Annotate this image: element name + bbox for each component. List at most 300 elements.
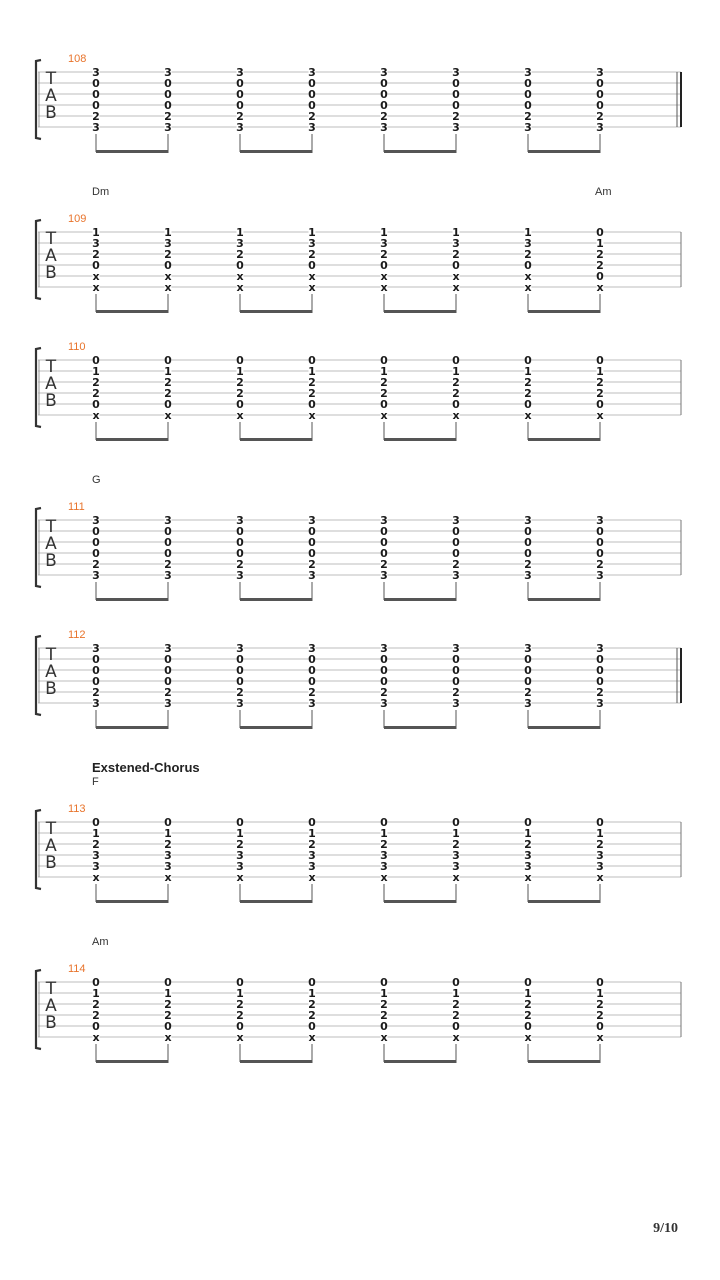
fret-number: 0 [308,547,316,560]
fret-number: 2 [92,376,100,389]
fret-number: 0 [236,398,244,411]
fret-number: 3 [380,569,388,582]
muted-string: x [92,1031,100,1044]
fret-number: 0 [92,976,100,989]
fret-number: 3 [596,860,604,873]
fret-number: 3 [524,121,532,134]
fret-number: 2 [164,1009,172,1022]
muted-string: x [164,270,172,283]
note-beam [96,598,169,601]
fret-number: 0 [596,664,604,677]
muted-string: x [308,270,316,283]
measure-number: 111 [68,501,85,513]
fret-number: 2 [164,110,172,123]
fret-number: 0 [452,99,460,112]
tab-clef-letter: T [45,229,57,249]
page-number: 9/10 [653,1221,678,1236]
note-beam [240,726,313,729]
fret-number: 2 [596,248,604,261]
fret-number: 3 [92,237,100,250]
muted-string: x [596,871,604,884]
fret-number: 0 [380,653,388,666]
fret-number: 0 [452,675,460,688]
fret-number: 0 [164,259,172,272]
note-beam [528,438,601,441]
fret-number: 0 [236,88,244,101]
fret-number: 2 [380,1009,388,1022]
fret-number: 2 [308,998,316,1011]
fret-number: 1 [452,987,460,1000]
fret-number: 1 [164,987,172,1000]
fret-number: 0 [236,547,244,560]
fret-number: 2 [596,110,604,123]
section-heading: Exstened-Chorus [92,760,200,775]
tab-clef-letter: A [45,996,57,1016]
fret-number: 2 [524,558,532,571]
fret-number: 3 [92,860,100,873]
fret-number: 3 [236,514,244,527]
fret-number: 2 [452,558,460,571]
fret-number: 3 [524,514,532,527]
fret-number: 3 [92,697,100,710]
fret-number: 3 [452,849,460,862]
fret-number: 2 [452,248,460,261]
fret-number: 2 [236,998,244,1011]
fret-number: 0 [524,77,532,90]
fret-number: 0 [452,536,460,549]
fret-number: 0 [164,675,172,688]
fret-number: 0 [236,664,244,677]
fret-number: 3 [596,697,604,710]
muted-string: x [236,1031,244,1044]
fret-number: 0 [452,547,460,560]
fret-number: 2 [308,110,316,123]
fret-number: 1 [308,226,316,239]
fret-number: 3 [452,860,460,873]
measure-number: 109 [68,213,87,225]
measure-number: 113 [68,803,86,815]
fret-number: 0 [452,259,460,272]
fret-number: 0 [380,398,388,411]
fret-number: 2 [92,838,100,851]
fret-number: 0 [164,77,172,90]
fret-number: 2 [308,838,316,851]
tab-system [36,341,681,441]
fret-number: 3 [596,121,604,134]
fret-number: 2 [92,1009,100,1022]
fret-number: 3 [596,514,604,527]
note-beam [240,900,313,903]
fret-number: 2 [92,998,100,1011]
fret-number: 3 [164,237,172,250]
fret-number: 0 [308,536,316,549]
fret-number: 1 [164,226,172,239]
fret-number: 3 [236,697,244,710]
fret-number: 0 [236,675,244,688]
fret-number: 2 [236,558,244,571]
note-beam [384,1060,457,1063]
tab-clef-letter: B [45,551,57,571]
fret-number: 0 [92,547,100,560]
tab-clef-letter: T [45,69,57,89]
fret-number: 3 [308,642,316,655]
note-beam [384,150,457,153]
muted-string: x [308,281,316,294]
fret-number: 1 [596,827,604,840]
muted-string: x [524,281,532,294]
muted-string: x [236,409,244,422]
fret-number: 0 [164,354,172,367]
tab-system [36,474,681,601]
fret-number: 3 [380,514,388,527]
note-beam [528,310,601,313]
fret-number: 3 [308,697,316,710]
fret-number: 0 [524,653,532,666]
fret-number: 0 [92,77,100,90]
muted-string: x [236,871,244,884]
fret-number: 0 [308,816,316,829]
fret-number: 0 [596,547,604,560]
fret-number: 3 [92,569,100,582]
muted-string: x [164,409,172,422]
fret-number: 3 [452,237,460,250]
fret-number: 2 [524,376,532,389]
tab-system [36,629,681,729]
fret-number: 0 [380,976,388,989]
note-beam [96,900,169,903]
muted-string: x [380,270,388,283]
fret-number: 2 [596,558,604,571]
fret-number: 1 [236,365,244,378]
fret-number: 2 [380,686,388,699]
fret-number: 0 [524,259,532,272]
fret-number: 0 [92,88,100,101]
muted-string: x [596,409,604,422]
fret-number: 0 [524,547,532,560]
fret-number: 3 [380,121,388,134]
fret-number: 0 [380,525,388,538]
fret-number: 0 [380,664,388,677]
fret-number: 1 [92,365,100,378]
fret-number: 0 [380,88,388,101]
fret-number: 3 [308,66,316,79]
fret-number: 0 [524,525,532,538]
fret-number: 0 [164,536,172,549]
fret-number: 1 [236,827,244,840]
muted-string: x [524,270,532,283]
fret-number: 2 [92,686,100,699]
muted-string: x [596,281,604,294]
tab-clef-letter: T [45,357,57,377]
note-beam [96,150,169,153]
fret-number: 0 [308,664,316,677]
fret-number: 1 [92,827,100,840]
tab-clef-letter: B [45,263,57,283]
fret-number: 2 [164,558,172,571]
fret-number: 0 [452,525,460,538]
fret-number: 2 [164,248,172,261]
fret-number: 3 [92,121,100,134]
fret-number: 3 [524,849,532,862]
note-beam [384,438,457,441]
muted-string: x [596,1031,604,1044]
fret-number: 0 [524,1020,532,1033]
fret-number: 2 [524,1009,532,1022]
fret-number: 3 [92,514,100,527]
fret-number: 3 [92,849,100,862]
fret-number: 0 [92,816,100,829]
muted-string: x [452,1031,460,1044]
tab-clef-letter: T [45,819,57,839]
fret-number: 1 [380,827,388,840]
fret-number: 0 [452,816,460,829]
fret-number: 0 [164,398,172,411]
note-beam [240,150,313,153]
fret-number: 2 [164,838,172,851]
fret-number: 1 [236,226,244,239]
fret-number: 0 [164,525,172,538]
fret-number: 0 [380,77,388,90]
tab-clef-letter: A [45,246,57,266]
fret-number: 0 [452,1020,460,1033]
fret-number: 3 [164,642,172,655]
fret-number: 0 [380,816,388,829]
fret-number: 1 [236,987,244,1000]
fret-number: 2 [164,376,172,389]
fret-number: 3 [524,860,532,873]
fret-number: 0 [236,976,244,989]
fret-number: 2 [452,1009,460,1022]
fret-number: 2 [524,110,532,123]
fret-number: 3 [308,121,316,134]
tab-clef-letter: T [45,517,57,537]
muted-string: x [92,409,100,422]
fret-number: 2 [380,110,388,123]
fret-number: 0 [308,398,316,411]
fret-number: 2 [308,248,316,261]
fret-number: 3 [380,66,388,79]
fret-number: 2 [92,110,100,123]
fret-number: 2 [92,387,100,400]
fret-number: 2 [524,838,532,851]
fret-number: 0 [92,259,100,272]
fret-number: 0 [92,99,100,112]
fret-number: 1 [380,365,388,378]
fret-number: 3 [380,642,388,655]
fret-number: 0 [92,398,100,411]
fret-number: 2 [524,387,532,400]
fret-number: 0 [596,398,604,411]
note-beam [384,900,457,903]
fret-number: 1 [524,827,532,840]
muted-string: x [308,409,316,422]
note-beam [528,150,601,153]
tab-system [36,760,681,903]
muted-string: x [524,1031,532,1044]
fret-number: 3 [596,849,604,862]
fret-number: 0 [596,536,604,549]
fret-number: 2 [452,387,460,400]
fret-number: 0 [596,1020,604,1033]
fret-number: 1 [524,226,532,239]
fret-number: 0 [308,88,316,101]
fret-number: 2 [596,376,604,389]
fret-number: 2 [308,387,316,400]
measure-number: 110 [68,341,86,353]
fret-number: 3 [452,121,460,134]
fret-number: 0 [164,816,172,829]
fret-number: 0 [236,77,244,90]
fret-number: 3 [164,860,172,873]
fret-number: 2 [236,387,244,400]
fret-number: 0 [92,675,100,688]
fret-number: 2 [380,248,388,261]
tab-clef-letter: B [45,391,57,411]
fret-number: 3 [308,237,316,250]
fret-number: 3 [308,849,316,862]
fret-number: 0 [236,816,244,829]
fret-number: 2 [380,387,388,400]
fret-number: 1 [308,365,316,378]
fret-number: 2 [596,1009,604,1022]
fret-number: 3 [524,66,532,79]
fret-number: 3 [164,121,172,134]
fret-number: 0 [92,653,100,666]
chord-name: G [92,474,101,486]
fret-number: 3 [236,569,244,582]
muted-string: x [524,871,532,884]
fret-number: 0 [164,547,172,560]
fret-number: 2 [452,998,460,1011]
fret-number: 0 [380,675,388,688]
fret-number: 0 [452,664,460,677]
fret-number: 3 [308,514,316,527]
fret-number: 0 [236,99,244,112]
fret-number: 0 [308,354,316,367]
note-beam [528,1060,601,1063]
fret-number: 1 [524,987,532,1000]
fret-number: 3 [380,237,388,250]
fret-number: 0 [308,976,316,989]
tab-system [36,936,681,1063]
measure-number: 114 [68,963,86,975]
fret-number: 3 [596,569,604,582]
fret-number: 1 [380,226,388,239]
fret-number: 0 [92,1020,100,1033]
tab-clef-letter: B [45,679,57,699]
fret-number: 2 [308,558,316,571]
fret-number: 0 [164,664,172,677]
fret-number: 1 [452,365,460,378]
note-beam [528,900,601,903]
fret-number: 0 [92,525,100,538]
note-beam [240,1060,313,1063]
fret-number: 0 [524,816,532,829]
fret-number: 0 [524,398,532,411]
fret-number: 2 [92,558,100,571]
fret-number: 2 [308,1009,316,1022]
fret-number: 3 [236,121,244,134]
note-beam [96,726,169,729]
fret-number: 3 [524,569,532,582]
tab-system [36,186,681,313]
fret-number: 0 [596,77,604,90]
fret-number: 2 [236,376,244,389]
fret-number: 0 [92,664,100,677]
tab-system [36,53,681,153]
fret-number: 3 [524,697,532,710]
fret-number: 0 [596,88,604,101]
fret-number: 0 [164,99,172,112]
note-beam [528,726,601,729]
muted-string: x [452,871,460,884]
fret-number: 2 [452,376,460,389]
fret-number: 3 [524,237,532,250]
fret-number: 1 [452,226,460,239]
fret-number: 0 [452,976,460,989]
fret-number: 3 [308,860,316,873]
chord-name: Am [595,186,612,198]
fret-number: 3 [596,66,604,79]
note-beam [96,438,169,441]
fret-number: 3 [524,642,532,655]
fret-number: 0 [596,354,604,367]
fret-number: 0 [596,525,604,538]
fret-number: 1 [92,987,100,1000]
fret-number: 3 [308,569,316,582]
tab-clef-letter: A [45,86,57,106]
fret-number: 0 [164,88,172,101]
fret-number: 0 [236,354,244,367]
muted-string: x [380,409,388,422]
measure-number: 112 [68,629,86,641]
muted-string: x [164,281,172,294]
muted-string: x [452,270,460,283]
fret-number: 0 [524,664,532,677]
fret-number: 0 [380,1020,388,1033]
muted-string: x [380,281,388,294]
fret-number: 0 [164,976,172,989]
fret-number: 0 [308,99,316,112]
note-beam [240,598,313,601]
fret-number: 0 [380,354,388,367]
fret-number: 1 [308,987,316,1000]
tab-clef-letter: T [45,979,57,999]
note-beam [384,598,457,601]
muted-string: x [452,409,460,422]
fret-number: 0 [596,675,604,688]
fret-number: 0 [524,976,532,989]
fret-number: 3 [380,860,388,873]
fret-number: 1 [164,365,172,378]
fret-number: 2 [308,376,316,389]
fret-number: 0 [236,536,244,549]
fret-number: 0 [452,354,460,367]
fret-number: 2 [164,387,172,400]
muted-string: x [92,281,100,294]
muted-string: x [308,871,316,884]
fret-number: 1 [380,987,388,1000]
fret-number: 2 [524,686,532,699]
note-beam [240,438,313,441]
muted-string: x [92,270,100,283]
fret-number: 0 [452,77,460,90]
tab-clef-letter: B [45,103,57,123]
fret-number: 3 [596,642,604,655]
fret-number: 0 [524,536,532,549]
fret-number: 2 [236,1009,244,1022]
muted-string: x [524,409,532,422]
